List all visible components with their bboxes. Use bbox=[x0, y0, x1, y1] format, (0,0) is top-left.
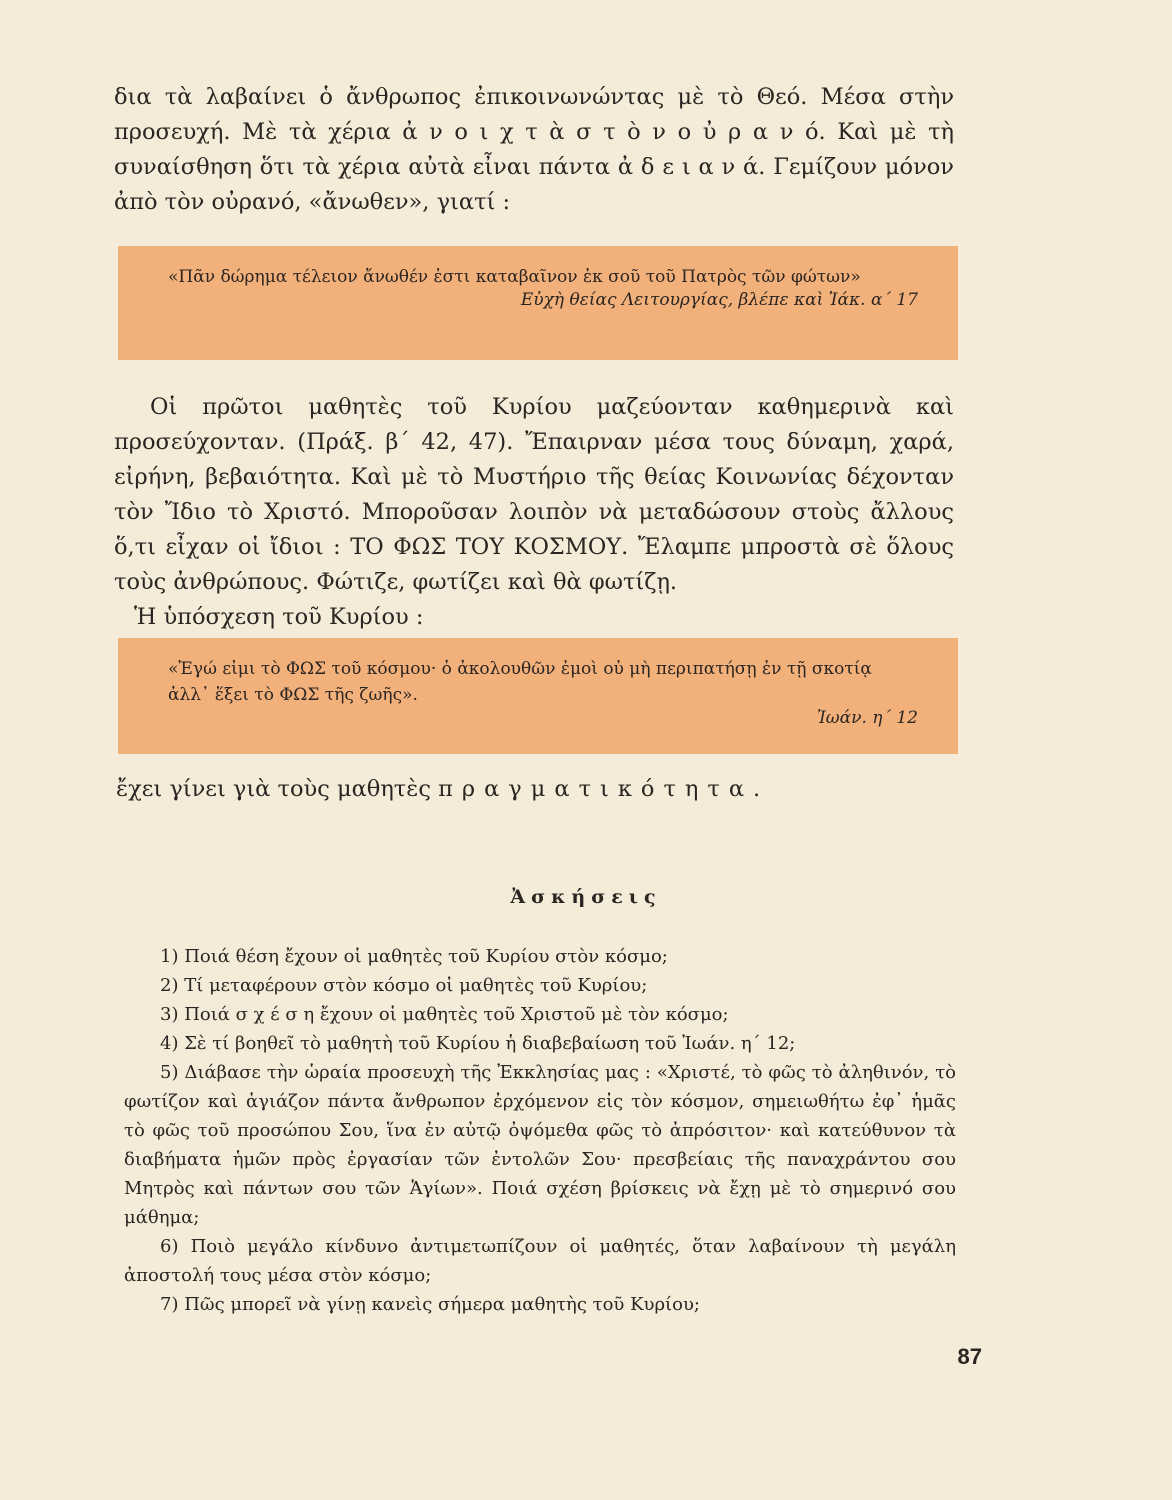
exercise-item: 2) Τί μεταφέρουν στὸν κόσμο οἱ μαθητὲς τοῦ Κυρίου; bbox=[160, 975, 648, 996]
after-quote-line bbox=[116, 776, 769, 802]
after-quote-prefix: ἔχει γίνει γιὰ τοὺς μαθητὲς bbox=[116, 776, 431, 802]
exercise-item: 7) Πῶς μπορεῖ νὰ γίνῃ κανεὶς σήμερα μαθητὴς τοῦ Κυρίου; bbox=[160, 1294, 700, 1315]
body-paragraph-3: Ἡ ὑπόσχεση τοῦ Κυρίου : bbox=[134, 604, 424, 630]
quote-text-james: «Πᾶν δώρημα τέλειον ἄνωθέν ἐστι καταβαῖνον ἐκ σοῦ τοῦ Πατρὸς τῶν φώτων» bbox=[168, 267, 861, 287]
body-paragraph-2-wrapper bbox=[114, 390, 954, 635]
exercises-list bbox=[124, 942, 956, 1319]
exercise-item: 4) Σὲ τί βοηθεῖ τὸ μαθητὴ τοῦ Κυρίου ἡ διαβεβαίωση τοῦ Ἰωάν. η΄ 12; bbox=[160, 1033, 796, 1054]
quote-box-john bbox=[118, 638, 958, 754]
after-quote-spaced-word: πραγματικότητα. bbox=[438, 776, 770, 802]
quote-box-james bbox=[118, 246, 958, 360]
quote-source-john: Ἰωάν. η΄ 12 bbox=[816, 708, 918, 728]
exercise-item: 6) Ποιὸ μεγάλο κίνδυνο ἀντιμετωπίζουν οἱ μαθητές, ὅταν λαβαίνουν τὴ μεγάλη ἀποστολή τους μέσα στὸν κόσμο; bbox=[124, 1236, 956, 1286]
exercise-item: 1) Ποιά θέση ἔχουν οἱ μαθητὲς τοῦ Κυρίου στὸν κόσμο; bbox=[160, 946, 668, 967]
exercise-item: 5) Διάβασε τὴν ὡραία προσευχὴ τῆς Ἐκκλησίας μας : «Χριστέ, τὸ φῶς τὸ ἀληθινόν, τὸ φωτίζον καὶ ἁγιάζον πάντα ἄνθρωπον ἐρχόμενον εἰς τὸν κόσμον, σημειωθήτω ἐφ᾽ ἡμᾶς τὸ φῶς τοῦ προσώπου Σου, ἵνα ἐν αὐτῷ ὀψόμεθα φῶς τὸ ἀπρόσιτον· καὶ κατεύθυνον τὰ διαβήματα ἡμῶν πρὸς ἐργασίαν τῶν ἐντολῶν Σου· πρεσβείαις τῆς παναχράντου σου Μητρὸς καὶ πάντων σου τῶν Ἁγίων». Ποιά σχέση βρίσκεις νὰ ἔχῃ μὲ τὸ σημερινό σου μάθημα; bbox=[124, 1062, 956, 1228]
exercise-item: 3) Ποιά σ χ έ σ η ἔχουν οἱ μαθητὲς τοῦ Χριστοῦ μὲ τὸν κόσμο; bbox=[160, 1004, 729, 1025]
body-paragraph-1: δια τὰ λαβαίνει ὁ ἄνθρωπος ἐπικοινωνώντας μὲ τὸ Θεό. Μέσα στὴν προσευχή. Μὲ τὰ χέρια ἀ ν ο ι χ τ ὰ σ τ ὸ ν ο ὐ ρ α ν ό. Καὶ μὲ τὴ συναίσθηση ὅτι τὰ χέρια αὐτὰ εἶναι πάντα ἀ δ ε ι α ν ά. Γεμίζουν μόνον ἀπὸ τὸν οὐρανό, «ἄνωθεν», γιατί : bbox=[114, 84, 954, 215]
exercises-title: Ἀσκήσεις bbox=[510, 886, 662, 908]
quote-text-john: «Ἐγώ εἰμι τὸ ΦΩΣ τοῦ κόσμου· ὁ ἀκολουθῶν ἐμοὶ οὐ μὴ περιπατήσῃ ἐν τῇ σκοτίᾳ ἀλλ᾽ ἕξει τὸ ΦΩΣ τῆς ζωῆς». bbox=[168, 659, 872, 705]
page-number: 87 bbox=[957, 1344, 982, 1369]
body-paragraph-2: Οἱ πρῶτοι μαθητὲς τοῦ Κυρίου μαζεύονταν καθημερινὰ καὶ προσεύχονταν. (Πράξ. β΄ 42, 47). Ἔπαιρναν μέσα τους δύναμη, χαρά, εἰρήνη, βεβαιότητα. Καὶ μὲ τὸ Μυστήριο τῆς θείας Κοινωνίας δέχονταν τὸν Ἴδιο τὸ Χριστό. Μποροῦσαν λοιπὸν νὰ μεταδώσουν στοὺς ἄλλους ὅ,τι εἶχαν οἱ ἴδιοι : ΤΟ ΦΩΣ ΤΟΥ ΚΟΣΜΟΥ. Ἔλαμπε μπροστὰ σὲ ὅλους τοὺς ἀνθρώπους. Φώτιζε, φωτίζει καὶ θὰ φωτίζῃ. bbox=[114, 394, 954, 595]
quote-source-james: Εὐχὴ θείας Λειτουργίας, βλέπε καὶ Ἰάκ. α΄ 17 bbox=[520, 290, 918, 310]
